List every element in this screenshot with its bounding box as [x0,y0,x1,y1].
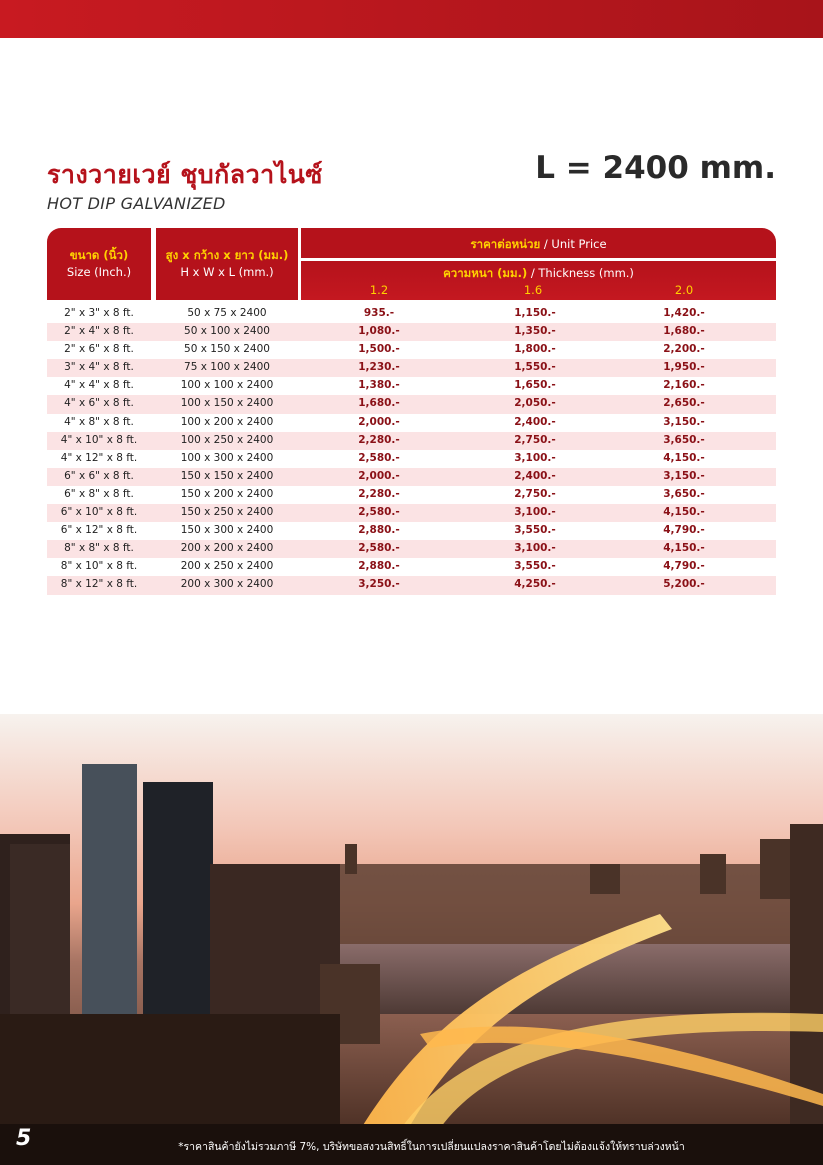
dimension-cell: 100 x 200 x 2400 [180,415,274,428]
table-row [47,486,776,504]
size-cell: 4" x 4" x 8 ft. [64,379,134,392]
price-1-2-cell: 2,880.- [358,560,400,573]
top-banner [0,0,823,38]
table-row [47,504,776,522]
size-cell: 2" x 3" x 8 ft. [64,307,134,319]
price-1-6-cell: 3,550.- [514,560,556,573]
size-cell: 8" x 10" x 8 ft. [60,560,138,573]
dimension-cell: 150 x 300 x 2400 [180,524,274,537]
price-2-0-cell: 4,790.- [663,524,705,537]
price-1-6-cell: 3,100.- [514,451,556,464]
size-cell: 6" x 12" x 8 ft. [60,524,138,537]
price-2-0-cell: 3,150.- [663,469,705,482]
price-1-2-cell: 1,230.- [358,361,400,374]
dimension-cell: 75 x 100 x 2400 [184,361,270,374]
price-2-0-cell: 4,150.- [663,542,705,555]
size-cell: 3" x 4" x 8 ft. [64,361,134,374]
page-title-thai: รางวายเวย์ ชุบกัลวาไนซ์ [47,160,323,189]
header-thickness-english: / Thickness (mm.) [527,266,634,280]
dimension-cell: 150 x 250 x 2400 [180,506,274,519]
price-2-0-cell: 4,790.- [663,560,705,573]
price-1-2-cell: 3,250.- [358,578,400,591]
price-1-6-cell: 1,650.- [514,379,556,392]
table-row [47,377,776,395]
price-1-2-cell: 2,580.- [358,506,400,519]
size-cell: 4" x 8" x 8 ft. [64,415,134,428]
dimension-cell: 50 x 150 x 2400 [184,343,270,356]
price-1-6-cell: 3,100.- [514,506,556,519]
price-2-0-cell: 1,680.- [663,325,705,338]
dimension-cell: 100 x 250 x 2400 [180,433,274,446]
price-1-2-cell: 2,580.- [358,542,400,555]
price-1-2-cell: 2,880.- [358,524,400,537]
dimension-cell: 50 x 100 x 2400 [184,325,270,338]
table-row [47,414,776,432]
price-2-0-cell: 3,150.- [663,415,705,428]
price-1-2-cell: 1,500.- [358,343,400,356]
dimension-cell: 100 x 100 x 2400 [180,379,274,392]
dimension-cell: 200 x 250 x 2400 [180,560,274,573]
page-number: 5 [16,1126,32,1151]
header-dimension-english: H x W x L (mm.) [180,265,274,279]
price-1-6-cell: 2,400.- [514,469,556,482]
size-cell: 6" x 10" x 8 ft. [60,506,138,519]
price-1-6-cell: 2,750.- [514,433,556,446]
price-1-2-cell: 2,280.- [358,487,400,500]
table-row [47,540,776,558]
price-2-0-cell: 2,200.- [663,343,705,356]
thickness-1-6: 1.6 [523,283,543,297]
table-row [47,522,776,540]
size-cell: 2" x 4" x 8 ft. [64,325,134,338]
page-subtitle: HOT DIP GALVANIZED [47,194,226,213]
city-skyline-photo [0,714,823,1165]
price-1-6-cell: 2,400.- [514,415,556,428]
price-2-0-cell: 3,650.- [663,433,705,446]
price-1-6-cell: 1,350.- [514,325,556,338]
price-1-6-cell: 4,250.- [514,578,556,591]
price-2-0-cell: 5,200.- [663,578,705,591]
price-1-2-cell: 2,000.- [358,469,400,482]
table-row [47,576,776,594]
price-2-0-cell: 1,950.- [663,361,705,374]
dimension-cell: 150 x 150 x 2400 [180,469,274,482]
header-price-thai: ราคาต่อหน่วย [470,237,541,251]
price-1-6-cell: 2,750.- [514,487,556,500]
header-size-thai: ขนาด (นิ้ว) [69,248,129,262]
table-row [47,341,776,359]
price-1-6-cell: 1,150.- [514,307,556,319]
size-cell: 2" x 6" x 8 ft. [64,343,134,356]
size-cell: 4" x 12" x 8 ft. [60,451,138,464]
thickness-2-0: 2.0 [674,283,694,297]
price-1-6-cell: 1,550.- [514,361,556,374]
price-1-2-cell: 2,580.- [358,451,400,464]
price-2-0-cell: 3,650.- [663,487,705,500]
price-2-0-cell: 4,150.- [663,451,705,464]
table-row [47,395,776,413]
table-row [47,468,776,486]
price-1-2-cell: 1,380.- [358,379,400,392]
dimension-cell: 150 x 200 x 2400 [180,487,274,500]
size-cell: 6" x 6" x 8 ft. [64,469,134,482]
header-size [47,228,151,300]
price-1-2-cell: 935.- [363,307,395,319]
thickness-1-2: 1.2 [369,283,389,297]
header-size-english: Size (Inch.) [66,265,132,279]
length-label: L = 2400 mm. [535,150,776,186]
price-1-2-cell: 2,000.- [358,415,400,428]
price-2-0-cell: 2,160.- [663,379,705,392]
dimension-cell: 50 x 75 x 2400 [187,307,267,319]
price-1-6-cell: 2,050.- [514,397,556,410]
table-row [47,432,776,450]
price-1-6-cell: 3,100.- [514,542,556,555]
table-row [47,323,776,341]
price-1-6-cell: 1,800.- [514,343,556,356]
size-cell: 6" x 8" x 8 ft. [64,487,134,500]
header-dimension-thai: สูง x กว้าง x ยาว (มม.) [165,248,289,262]
price-1-2-cell: 1,680.- [358,397,400,410]
header-thickness-thai: ความหนา (มม.) [443,266,528,280]
table-row [47,359,776,377]
size-cell: 8" x 12" x 8 ft. [60,578,138,591]
size-cell: 4" x 6" x 8 ft. [64,397,134,410]
price-footnote: *ราคาสินค้ายังไม่รวมภาษี 7%, บริษัทขอสงวนสิทธิ์ในการเปลี่ยนแปลงราคาสินค้าโดยไม่ต้องแจ้งให้ทราบล่วงหน้า [178,1141,685,1153]
price-1-2-cell: 1,080.- [358,325,400,338]
price-1-6-cell: 3,550.- [514,524,556,537]
header-unit-price [301,228,776,258]
price-table-body [47,305,776,595]
price-2-0-cell: 1,420.- [663,307,705,319]
header-thickness [301,261,776,300]
table-row [47,450,776,468]
table-row [47,305,776,323]
dimension-cell: 100 x 150 x 2400 [180,397,274,410]
dimension-cell: 100 x 300 x 2400 [180,451,274,464]
dimension-cell: 200 x 200 x 2400 [180,542,274,555]
price-1-2-cell: 2,280.- [358,433,400,446]
price-2-0-cell: 4,150.- [663,506,705,519]
header-dimension [156,228,298,300]
size-cell: 4" x 10" x 8 ft. [60,433,138,446]
header-price-english: / Unit Price [540,237,607,251]
table-row [47,558,776,576]
dimension-cell: 200 x 300 x 2400 [180,578,274,591]
price-2-0-cell: 2,650.- [663,397,705,410]
size-cell: 8" x 8" x 8 ft. [64,542,134,555]
